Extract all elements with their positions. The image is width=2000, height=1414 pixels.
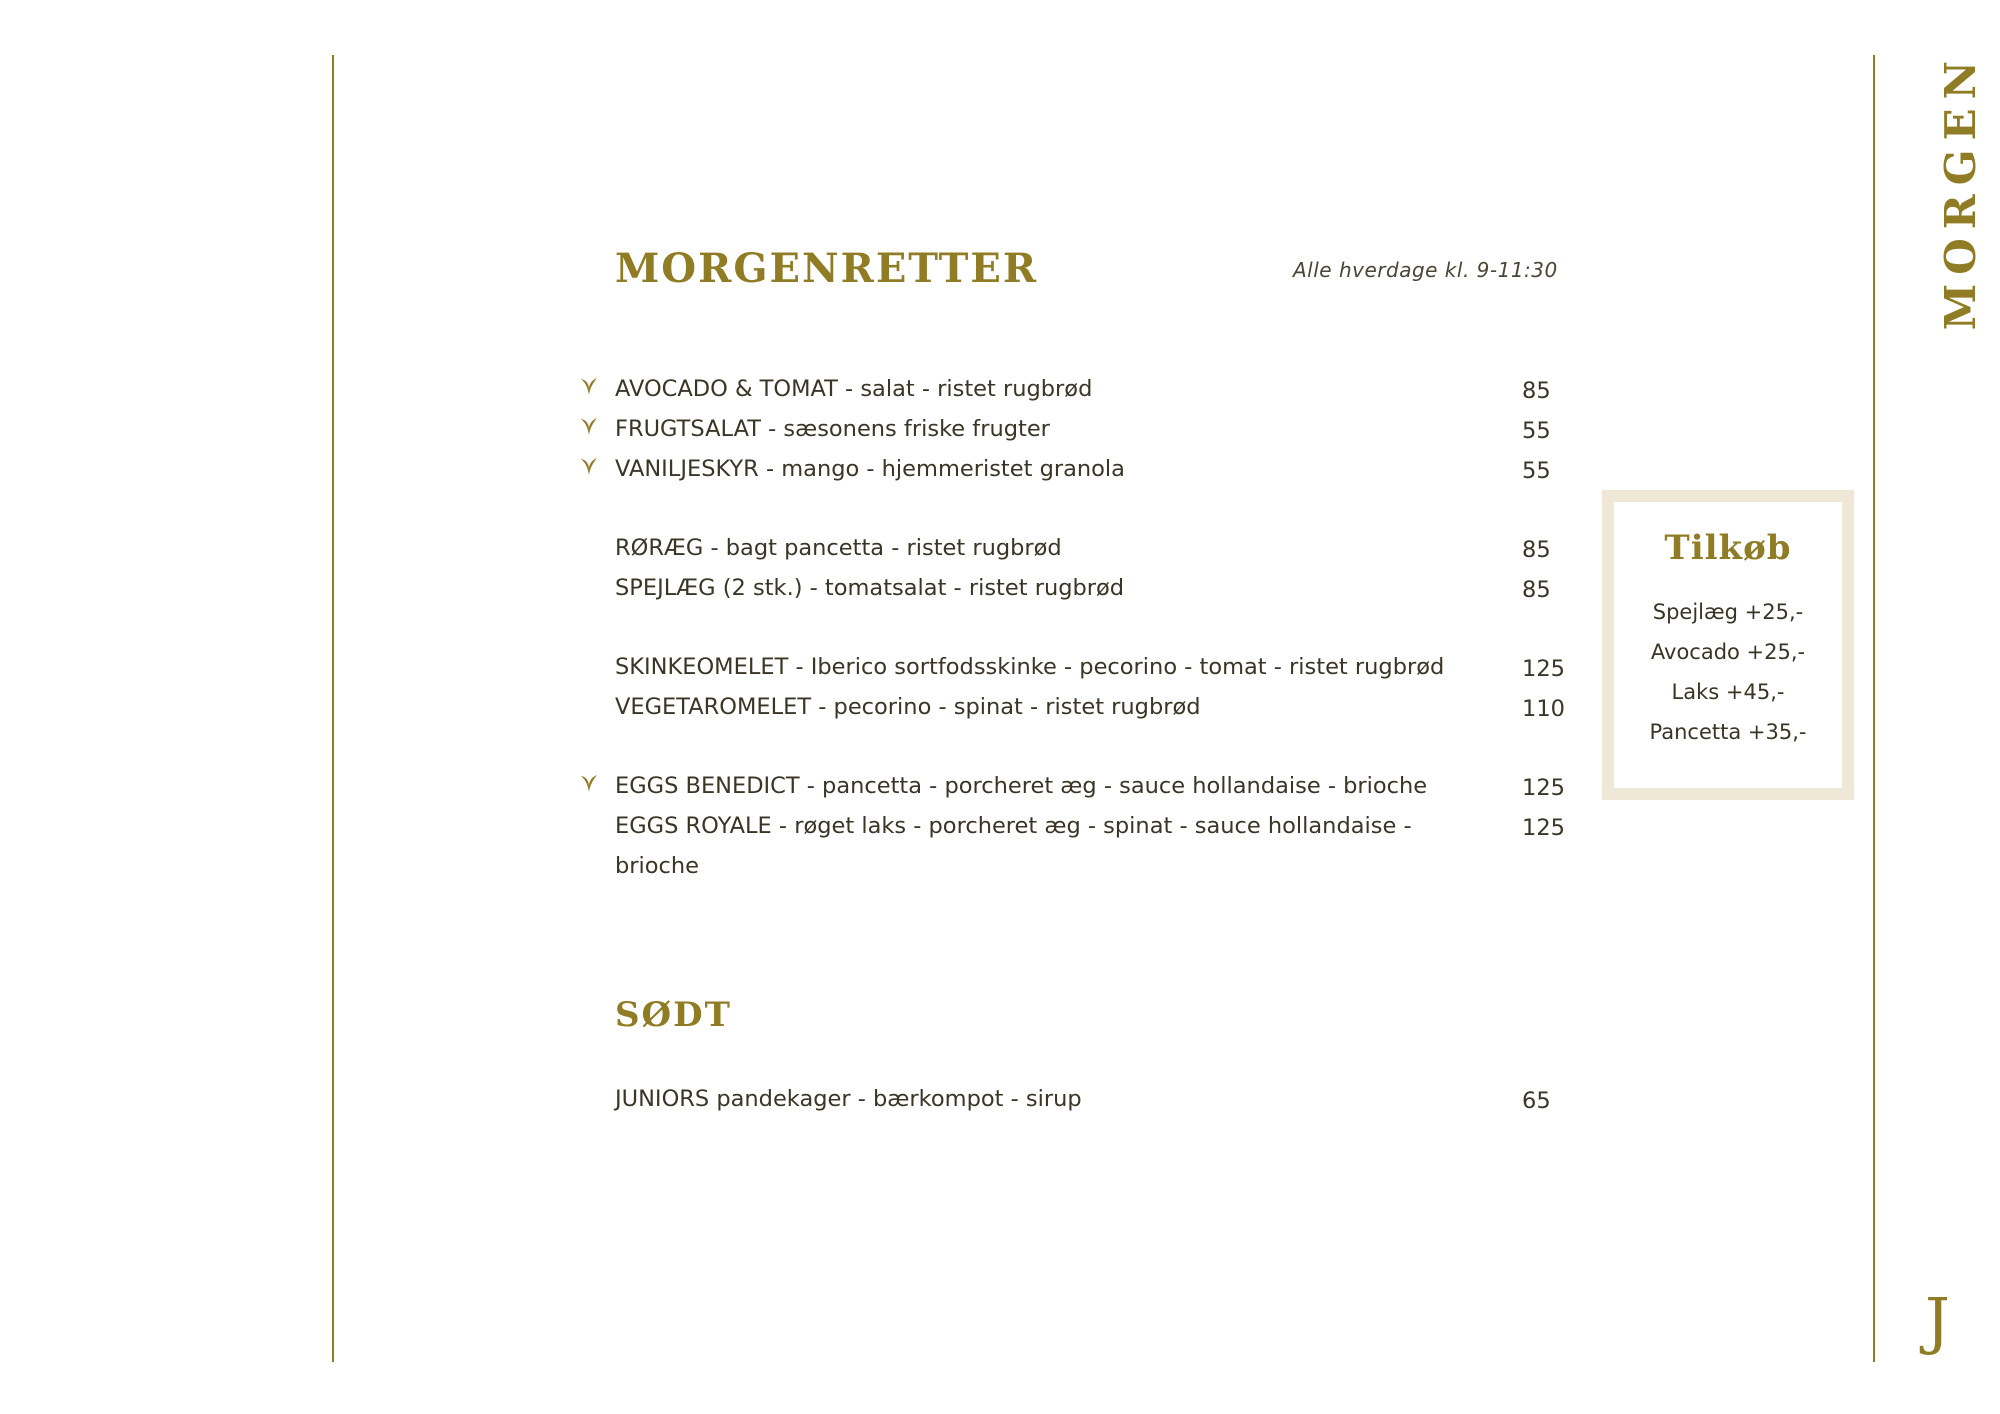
leaf-icon [578, 375, 600, 397]
menu-item-price: 85 [1522, 577, 1551, 603]
section-title-sodt: SØDT [615, 995, 732, 1035]
addon-title: Tilkøb [1664, 528, 1792, 568]
menu-item-name: SKINKEOMELET - Iberico sortfodsskinke - pecorino - tomat - ristet rugbrød [615, 654, 1445, 680]
addon-item: Pancetta +35,- [1649, 720, 1807, 744]
menu-item-name: RØRÆG - bagt pancetta - ristet rugbrød [615, 535, 1062, 561]
menu-item-price: 65 [1522, 1088, 1551, 1114]
menu-item [0, 409, 2000, 449]
section-title-morgenretter: MORGENRETTER [615, 245, 1039, 292]
menu-item-name: FRUGTSALAT - sæsonens friske frugter [615, 416, 1050, 442]
menu-item [0, 369, 2000, 409]
menu-item-name: AVOCADO & TOMAT - salat - ristet rugbrød [615, 376, 1093, 402]
addon-item: Avocado +25,- [1650, 640, 1806, 664]
menu-item-price: 110 [1522, 696, 1565, 722]
menu-item-name: EGGS BENEDICT - pancetta - porcheret æg - sauce hollandaise - brioche [615, 773, 1428, 799]
menu-item-name: VANILJESKYR - mango - hjemmeristet granola [615, 456, 1125, 482]
menu-item-price: 125 [1522, 656, 1565, 682]
logo: J [1925, 1284, 1950, 1357]
menu-item-price: 125 [1522, 815, 1565, 841]
leaf-icon [578, 772, 600, 794]
side-label: MORGEN [1936, 52, 1985, 331]
addon-item: Laks +45,- [1671, 680, 1785, 704]
leaf-icon [578, 415, 600, 437]
addon-list [1614, 592, 1842, 752]
menu-item-name: EGGS ROYALE - røget laks - porcheret æg - spinat - sauce hollandaise - brioche [615, 813, 1412, 879]
menu-item [0, 449, 2000, 489]
menu-item [0, 806, 2000, 886]
menu-item [0, 1079, 2000, 1119]
menu-item-price: 85 [1522, 537, 1551, 563]
addon-item: Spejlæg +25,- [1652, 600, 1804, 624]
menu-item-name: JUNIORS pandekager - bærkompot - sirup [615, 1086, 1082, 1112]
menu-item-price: 55 [1522, 418, 1551, 444]
menu-item-name: SPEJLÆG (2 stk.) - tomatsalat - ristet rugbrød [615, 575, 1125, 601]
menu-item-name: VEGETAROMELET - pecorino - spinat - ristet rugbrød [615, 694, 1201, 720]
leaf-icon [578, 455, 600, 477]
opening-hours: Alle hverdage kl. 9-11:30 [1293, 258, 1558, 282]
addon-box [1602, 490, 1854, 800]
menu-item-price: 125 [1522, 775, 1565, 801]
menu-item-price: 55 [1522, 458, 1551, 484]
menu-item-price: 85 [1522, 378, 1551, 404]
